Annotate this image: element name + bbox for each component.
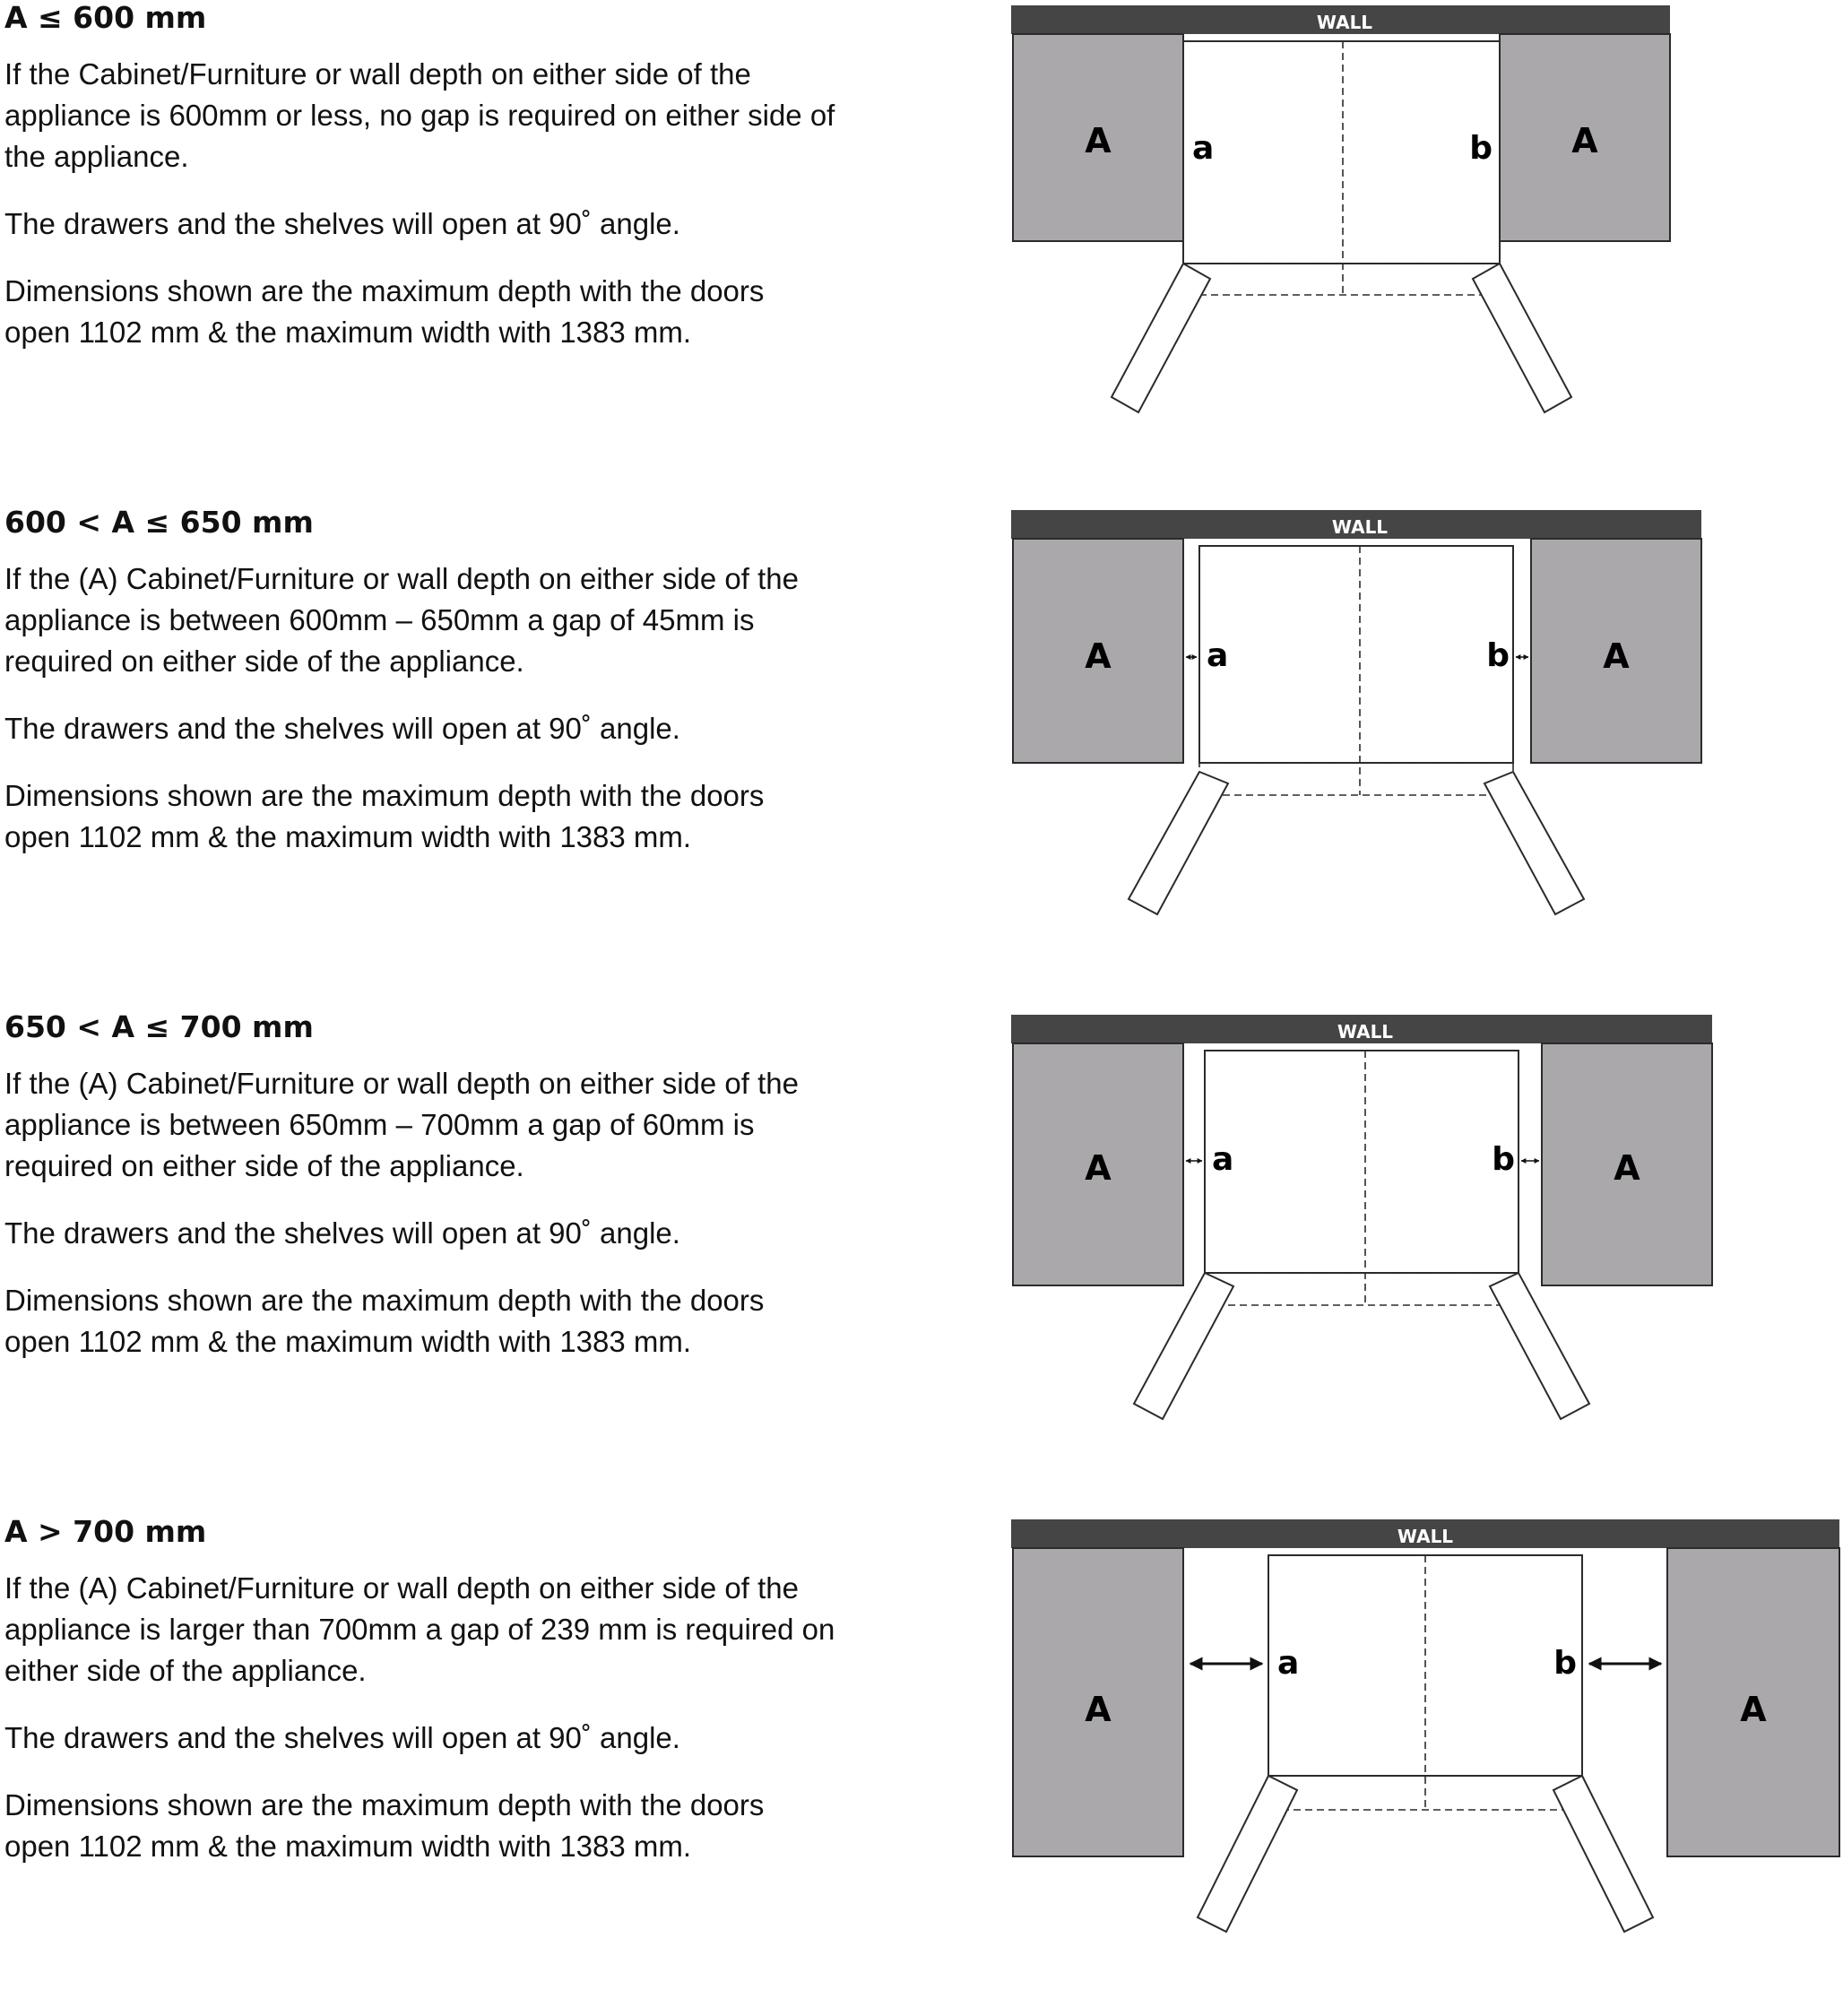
section-paragraph: If the Cabinet/Furniture or wall depth on either side of the appliance is 600mm or less, no gap is required on either side of the appliance. [4, 57, 835, 173]
cabinet-label-right: A [1571, 121, 1598, 160]
section-1-text [4, 0, 937, 379]
gap-label-b: b [1553, 1645, 1577, 1682]
door-left [1198, 1776, 1297, 1932]
gap-label-b: b [1469, 130, 1493, 167]
gap-label-a: a [1192, 130, 1215, 167]
section-4 [0, 1514, 1843, 2016]
section-paragraph: If the (A) Cabinet/Furniture or wall depth on either side of the appliance is between 650mm – 700mm a gap of 60mm is required on either side of the appliance. [4, 1067, 799, 1182]
section-heading: A > 700 mm [4, 1514, 207, 1549]
wall-label: WALL [1331, 516, 1389, 538]
gap-label-a: a [1207, 637, 1229, 674]
cabinet-label-left: A [1085, 636, 1112, 676]
section-2-text [4, 505, 937, 884]
section-2 [0, 505, 1843, 1007]
installation-diagram-4 [1011, 1518, 1843, 2016]
section-paragraph: Dimensions shown are the maximum depth with the doors open 1102 mm & the maximum width with 1383 mm. [4, 1788, 765, 1863]
section-paragraph: The drawers and the shelves will open at 90˚ angle. [4, 1216, 680, 1250]
appliance-body [1183, 41, 1500, 264]
cabinet-label-right: A [1603, 636, 1630, 676]
cabinet-label-right: A [1740, 1690, 1767, 1729]
section-4-text [4, 1514, 937, 1893]
section-heading: A ≤ 600 mm [4, 0, 207, 35]
drawer-outline [1183, 264, 1500, 295]
section-3-text [4, 1009, 937, 1389]
wall-label: WALL [1397, 1526, 1454, 1547]
door-left [1112, 264, 1210, 412]
gap-label-a: a [1212, 1141, 1234, 1178]
section-paragraph: Dimensions shown are the maximum depth with the doors open 1102 mm & the maximum width with 1383 mm. [4, 274, 765, 349]
cabinet-label-left: A [1085, 121, 1112, 160]
door-right [1490, 1273, 1589, 1419]
section-paragraph: The drawers and the shelves will open at 90˚ angle. [4, 207, 680, 240]
section-paragraph: The drawers and the shelves will open at 90˚ angle. [4, 712, 680, 745]
wall-label: WALL [1316, 12, 1373, 33]
section-paragraph: If the (A) Cabinet/Furniture or wall depth on either side of the appliance is between 600mm – 650mm a gap of 45mm is required on either side of the appliance. [4, 562, 799, 678]
cabinet-label-left: A [1085, 1148, 1112, 1188]
appliance-body [1205, 1051, 1519, 1273]
door-left [1134, 1273, 1233, 1419]
drawer-outline [1205, 1273, 1519, 1305]
door-left [1129, 772, 1228, 914]
door-right [1473, 264, 1571, 412]
door-right [1553, 1776, 1653, 1932]
section-3 [0, 1009, 1843, 1511]
cabinet-label-right: A [1614, 1148, 1640, 1188]
section-paragraph: If the (A) Cabinet/Furniture or wall depth on either side of the appliance is larger than 700mm a gap of 239 mm is required on either side of the appliance. [4, 1571, 835, 1687]
installation-diagram-2 [1011, 508, 1843, 1007]
section-paragraph: Dimensions shown are the maximum depth with the doors open 1102 mm & the maximum width with 1383 mm. [4, 1284, 765, 1358]
drawer-outline [1199, 763, 1513, 795]
section-1 [0, 0, 1843, 502]
gap-label-b: b [1486, 637, 1510, 674]
installation-diagram-1 [1011, 4, 1843, 502]
cabinet-label-left: A [1085, 1690, 1112, 1729]
section-heading: 650 < A ≤ 700 mm [4, 1009, 314, 1044]
gap-label-a: a [1277, 1645, 1300, 1682]
gap-label-b: b [1492, 1141, 1515, 1178]
door-right [1484, 772, 1584, 914]
section-paragraph: Dimensions shown are the maximum depth with the doors open 1102 mm & the maximum width with 1383 mm. [4, 779, 765, 853]
wall-label: WALL [1337, 1021, 1394, 1043]
appliance-body [1199, 546, 1513, 763]
section-paragraph: The drawers and the shelves will open at 90˚ angle. [4, 1721, 680, 1754]
section-heading: 600 < A ≤ 650 mm [4, 505, 314, 540]
installation-diagram-3 [1011, 1013, 1843, 1511]
